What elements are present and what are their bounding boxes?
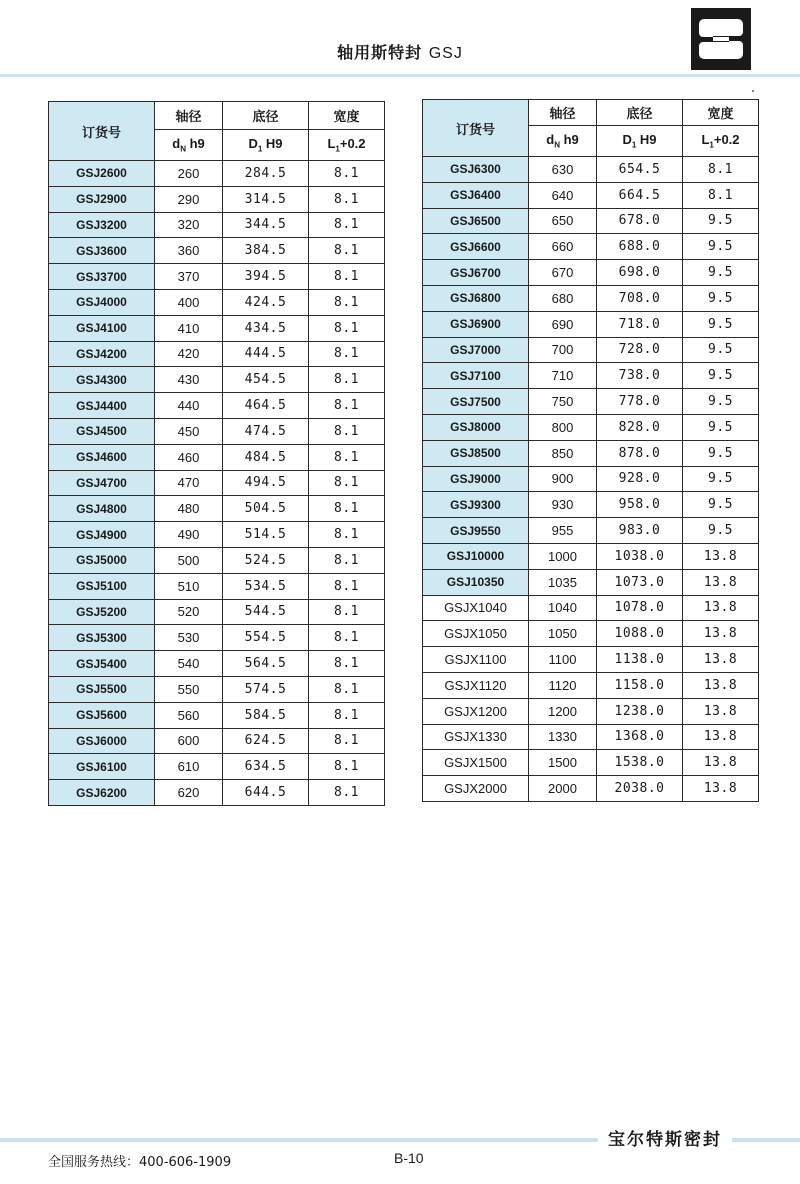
order-code: GSJX1100 xyxy=(423,647,529,673)
shaft-diameter: 290 xyxy=(155,186,223,212)
order-code: GSJ5400 xyxy=(49,651,155,677)
seal-width: 9.5 xyxy=(683,311,759,337)
bore-diameter: 534.5 xyxy=(223,573,309,599)
seal-width: 13.8 xyxy=(683,698,759,724)
seal-width: 13.8 xyxy=(683,595,759,621)
table-row xyxy=(49,418,385,444)
order-code: GSJ3200 xyxy=(49,212,155,238)
table-row xyxy=(49,470,385,496)
bore-diameter: 983.0 xyxy=(597,518,683,544)
order-code: GSJ10350 xyxy=(423,569,529,595)
bore-diameter: 454.5 xyxy=(223,367,309,393)
table-row xyxy=(423,260,759,286)
bore-diameter: 1368.0 xyxy=(597,724,683,750)
seal-width: 8.1 xyxy=(309,393,385,419)
order-code: GSJX1500 xyxy=(423,750,529,776)
seal-width: 8.1 xyxy=(309,289,385,315)
seal-width: 8.1 xyxy=(309,728,385,754)
seal-width: 9.5 xyxy=(683,518,759,544)
shaft-diameter: 1120 xyxy=(529,672,597,698)
seal-width: 8.1 xyxy=(683,157,759,183)
shaft-diameter: 1000 xyxy=(529,543,597,569)
seal-width: 8.1 xyxy=(309,367,385,393)
order-code: GSJ2600 xyxy=(49,161,155,187)
seal-width: 8.1 xyxy=(309,496,385,522)
order-code: GSJ6200 xyxy=(49,780,155,806)
order-code: GSJ4300 xyxy=(49,367,155,393)
table-row xyxy=(423,518,759,544)
table-row xyxy=(423,182,759,208)
order-code: GSJ6400 xyxy=(423,182,529,208)
header-shaft: 轴径 xyxy=(529,100,597,126)
page-title xyxy=(0,40,800,63)
shaft-diameter: 680 xyxy=(529,285,597,311)
table-row xyxy=(49,780,385,806)
header-bore-sub: $D_1$ H9 xyxy=(597,126,683,157)
order-code: GSJ5300 xyxy=(49,625,155,651)
shaft-diameter: 650 xyxy=(529,208,597,234)
order-code: GSJ6000 xyxy=(49,728,155,754)
shaft-diameter: 2000 xyxy=(529,776,597,802)
bore-diameter: 514.5 xyxy=(223,522,309,548)
seal-width: 8.1 xyxy=(309,754,385,780)
bore-diameter: 678.0 xyxy=(597,208,683,234)
order-code: GSJ4100 xyxy=(49,315,155,341)
order-code: GSJ7500 xyxy=(423,389,529,415)
order-code: GSJX1050 xyxy=(423,621,529,647)
seal-width: 9.5 xyxy=(683,260,759,286)
table-row xyxy=(49,393,385,419)
table-row xyxy=(49,212,385,238)
seal-profile-icon xyxy=(691,8,751,70)
seal-width: 8.1 xyxy=(309,599,385,625)
seal-width: 13.8 xyxy=(683,776,759,802)
order-code: GSJ6600 xyxy=(423,234,529,260)
table-row xyxy=(423,440,759,466)
table-row xyxy=(423,234,759,260)
shaft-diameter: 955 xyxy=(529,518,597,544)
page-title-code: GSJ xyxy=(428,45,463,62)
seal-width: 9.5 xyxy=(683,234,759,260)
shaft-diameter: 1100 xyxy=(529,647,597,673)
shaft-diameter: 520 xyxy=(155,599,223,625)
header-width: 宽度 xyxy=(309,102,385,130)
table-row xyxy=(49,651,385,677)
seal-width: 13.8 xyxy=(683,543,759,569)
order-code: GSJ4700 xyxy=(49,470,155,496)
table-row xyxy=(49,238,385,264)
order-code: GSJX1040 xyxy=(423,595,529,621)
header-width-sub: $L_1+0.2$ xyxy=(309,130,385,161)
header-order: 订货号 xyxy=(423,100,529,157)
bore-diameter: 688.0 xyxy=(597,234,683,260)
order-code: GSJ4800 xyxy=(49,496,155,522)
order-code: GSJ6700 xyxy=(423,260,529,286)
bore-diameter: 634.5 xyxy=(223,754,309,780)
order-code: GSJ2900 xyxy=(49,186,155,212)
seal-width: 8.1 xyxy=(309,573,385,599)
bore-diameter: 504.5 xyxy=(223,496,309,522)
shaft-diameter: 710 xyxy=(529,363,597,389)
seal-width: 8.1 xyxy=(309,212,385,238)
bore-diameter: 2038.0 xyxy=(597,776,683,802)
order-code: GSJ8000 xyxy=(423,414,529,440)
bore-diameter: 584.5 xyxy=(223,702,309,728)
order-code: GSJ3600 xyxy=(49,238,155,264)
table-row xyxy=(423,389,759,415)
table-row xyxy=(423,698,759,724)
shaft-diameter: 900 xyxy=(529,466,597,492)
seal-width: 8.1 xyxy=(683,182,759,208)
seal-width: 13.8 xyxy=(683,724,759,750)
seal-width: 9.5 xyxy=(683,440,759,466)
seal-width: 8.1 xyxy=(309,547,385,573)
seal-width: 9.5 xyxy=(683,492,759,518)
table-row xyxy=(49,161,385,187)
order-code: GSJ7100 xyxy=(423,363,529,389)
order-code: GSJX1330 xyxy=(423,724,529,750)
shaft-diameter: 620 xyxy=(155,780,223,806)
table-row xyxy=(423,672,759,698)
shaft-diameter: 260 xyxy=(155,161,223,187)
shaft-diameter: 700 xyxy=(529,337,597,363)
seal-width: 9.5 xyxy=(683,363,759,389)
table-row xyxy=(49,367,385,393)
bore-diameter: 284.5 xyxy=(223,161,309,187)
shaft-diameter: 550 xyxy=(155,676,223,702)
shaft-diameter: 640 xyxy=(529,182,597,208)
seal-width: 13.8 xyxy=(683,750,759,776)
seal-width: 8.1 xyxy=(309,444,385,470)
shaft-diameter: 360 xyxy=(155,238,223,264)
shaft-diameter: 470 xyxy=(155,470,223,496)
shaft-diameter: 850 xyxy=(529,440,597,466)
bore-diameter: 644.5 xyxy=(223,780,309,806)
order-code: GSJ6100 xyxy=(49,754,155,780)
bore-diameter: 958.0 xyxy=(597,492,683,518)
table-row xyxy=(49,522,385,548)
seal-width: 8.1 xyxy=(309,470,385,496)
table-row xyxy=(423,776,759,802)
table-row xyxy=(49,289,385,315)
spec-table-left xyxy=(48,101,385,806)
table-row xyxy=(423,621,759,647)
shaft-diameter: 1200 xyxy=(529,698,597,724)
seal-width: 8.1 xyxy=(309,341,385,367)
bore-diameter: 554.5 xyxy=(223,625,309,651)
shaft-diameter: 460 xyxy=(155,444,223,470)
shaft-diameter: 440 xyxy=(155,393,223,419)
bore-diameter: 624.5 xyxy=(223,728,309,754)
bore-diameter: 474.5 xyxy=(223,418,309,444)
order-code: GSJ4500 xyxy=(49,418,155,444)
bore-diameter: 1538.0 xyxy=(597,750,683,776)
header-rule xyxy=(0,74,800,77)
bore-diameter: 654.5 xyxy=(597,157,683,183)
table-row xyxy=(423,750,759,776)
seal-width: 13.8 xyxy=(683,569,759,595)
bore-diameter: 1073.0 xyxy=(597,569,683,595)
shaft-diameter: 540 xyxy=(155,651,223,677)
header-shaft-sub: $d_N$ h9 xyxy=(155,130,223,161)
order-code: GSJ4200 xyxy=(49,341,155,367)
seal-width: 9.5 xyxy=(683,337,759,363)
table-row xyxy=(49,728,385,754)
table-row xyxy=(423,285,759,311)
shaft-diameter: 370 xyxy=(155,264,223,290)
bore-diameter: 494.5 xyxy=(223,470,309,496)
seal-width: 9.5 xyxy=(683,285,759,311)
bore-diameter: 444.5 xyxy=(223,341,309,367)
header-shaft: 轴径 xyxy=(155,102,223,130)
table-row xyxy=(423,543,759,569)
width-tolerance: +0.2 xyxy=(713,132,740,148)
shaft-diameter: 410 xyxy=(155,315,223,341)
order-code: GSJ9000 xyxy=(423,466,529,492)
order-code: GSJ5100 xyxy=(49,573,155,599)
order-code: GSJ6300 xyxy=(423,157,529,183)
table-row xyxy=(423,311,759,337)
spec-table-left-body xyxy=(49,161,385,806)
seal-width: 8.1 xyxy=(309,651,385,677)
bore-diameter: 384.5 xyxy=(223,238,309,264)
bore-diameter: 778.0 xyxy=(597,389,683,415)
shaft-diameter: 800 xyxy=(529,414,597,440)
shaft-diameter: 430 xyxy=(155,367,223,393)
seal-width: 13.8 xyxy=(683,647,759,673)
table-row xyxy=(423,647,759,673)
spec-table-right xyxy=(422,99,759,802)
bore-diameter: 928.0 xyxy=(597,466,683,492)
shaft-diameter: 530 xyxy=(155,625,223,651)
seal-width: 9.5 xyxy=(683,414,759,440)
seal-width: 8.1 xyxy=(309,780,385,806)
seal-width: 8.1 xyxy=(309,676,385,702)
shaft-diameter: 1330 xyxy=(529,724,597,750)
order-code: GSJ10000 xyxy=(423,543,529,569)
seal-width: 13.8 xyxy=(683,672,759,698)
order-code: GSJ6500 xyxy=(423,208,529,234)
table-row xyxy=(423,595,759,621)
table-row xyxy=(423,414,759,440)
bore-diameter: 878.0 xyxy=(597,440,683,466)
table-row xyxy=(423,466,759,492)
shaft-diameter: 320 xyxy=(155,212,223,238)
bore-diameter: 394.5 xyxy=(223,264,309,290)
bore-diameter: 434.5 xyxy=(223,315,309,341)
order-code: GSJ7000 xyxy=(423,337,529,363)
shaft-diameter: 630 xyxy=(529,157,597,183)
shaft-diameter: 1040 xyxy=(529,595,597,621)
table-row xyxy=(423,208,759,234)
table-row xyxy=(49,547,385,573)
shaft-diameter: 400 xyxy=(155,289,223,315)
bore-diameter: 424.5 xyxy=(223,289,309,315)
shaft-diameter: 500 xyxy=(155,547,223,573)
bore-diameter: 1088.0 xyxy=(597,621,683,647)
shaft-diameter: 560 xyxy=(155,702,223,728)
header-width-sub: $L_1+0.2$ xyxy=(683,126,759,157)
bore-diameter: 1238.0 xyxy=(597,698,683,724)
brand-name: 宝尔特斯密封 xyxy=(598,1125,732,1150)
shaft-diameter: 1035 xyxy=(529,569,597,595)
order-code: GSJ5500 xyxy=(49,676,155,702)
seal-width: 8.1 xyxy=(309,418,385,444)
bore-diameter: 718.0 xyxy=(597,311,683,337)
bore-tolerance: H9 xyxy=(265,136,283,152)
header-bore: 底径 xyxy=(597,100,683,126)
order-code: GSJ5600 xyxy=(49,702,155,728)
header-width: 宽度 xyxy=(683,100,759,126)
bore-diameter: 344.5 xyxy=(223,212,309,238)
bore-diameter: 314.5 xyxy=(223,186,309,212)
header-shaft-sub: $d_N$ h9 xyxy=(529,126,597,157)
shaft-tolerance: h9 xyxy=(563,132,579,148)
seal-width: 9.5 xyxy=(683,466,759,492)
seal-width: 9.5 xyxy=(683,208,759,234)
spec-table-right-body xyxy=(423,157,759,802)
bore-diameter: 828.0 xyxy=(597,414,683,440)
bore-tolerance: H9 xyxy=(639,132,657,148)
table-row xyxy=(49,186,385,212)
table-row xyxy=(49,315,385,341)
shaft-diameter: 450 xyxy=(155,418,223,444)
order-code: GSJ4000 xyxy=(49,289,155,315)
shaft-diameter: 480 xyxy=(155,496,223,522)
table-row xyxy=(49,625,385,651)
table-row xyxy=(423,363,759,389)
shaft-diameter: 670 xyxy=(529,260,597,286)
decorative-dot xyxy=(752,90,754,92)
table-row xyxy=(423,492,759,518)
seal-width: 8.1 xyxy=(309,238,385,264)
order-code: GSJ5200 xyxy=(49,599,155,625)
order-code: GSJ9550 xyxy=(423,518,529,544)
bore-diameter: 564.5 xyxy=(223,651,309,677)
order-code: GSJ9300 xyxy=(423,492,529,518)
seal-width: 8.1 xyxy=(309,264,385,290)
shaft-diameter: 1500 xyxy=(529,750,597,776)
page-number: B-10 xyxy=(394,1150,424,1166)
header-bore-sub: $D_1$ H9 xyxy=(223,130,309,161)
order-code: GSJX1120 xyxy=(423,672,529,698)
service-hotline: 全国服务热线：400-606-1909 xyxy=(48,1155,232,1170)
bore-diameter: 1078.0 xyxy=(597,595,683,621)
page-title-text: 轴用斯特封 xyxy=(337,43,423,62)
table-row xyxy=(423,337,759,363)
seal-width: 8.1 xyxy=(309,315,385,341)
header-order: 订货号 xyxy=(49,102,155,161)
table-row xyxy=(49,341,385,367)
order-code: GSJ6800 xyxy=(423,285,529,311)
bore-diameter: 664.5 xyxy=(597,182,683,208)
seal-width: 9.5 xyxy=(683,389,759,415)
header-bore: 底径 xyxy=(223,102,309,130)
seal-width: 13.8 xyxy=(683,621,759,647)
shaft-diameter: 930 xyxy=(529,492,597,518)
width-tolerance: +0.2 xyxy=(339,136,366,152)
bore-diameter: 464.5 xyxy=(223,393,309,419)
order-code: GSJ8500 xyxy=(423,440,529,466)
bore-diameter: 738.0 xyxy=(597,363,683,389)
seal-width: 8.1 xyxy=(309,161,385,187)
order-code: GSJ5000 xyxy=(49,547,155,573)
table-row xyxy=(423,157,759,183)
bore-diameter: 484.5 xyxy=(223,444,309,470)
shaft-diameter: 1050 xyxy=(529,621,597,647)
shaft-diameter: 660 xyxy=(529,234,597,260)
table-row xyxy=(49,599,385,625)
shaft-diameter: 510 xyxy=(155,573,223,599)
table-row xyxy=(49,702,385,728)
order-code: GSJ4900 xyxy=(49,522,155,548)
order-code: GSJ3700 xyxy=(49,264,155,290)
bore-diameter: 1038.0 xyxy=(597,543,683,569)
table-row xyxy=(49,754,385,780)
table-row xyxy=(423,569,759,595)
shaft-diameter: 690 xyxy=(529,311,597,337)
seal-width: 8.1 xyxy=(309,186,385,212)
order-code: GSJ6900 xyxy=(423,311,529,337)
table-row xyxy=(423,724,759,750)
seal-width: 8.1 xyxy=(309,625,385,651)
bore-diameter: 544.5 xyxy=(223,599,309,625)
shaft-diameter: 600 xyxy=(155,728,223,754)
order-code: GSJX1200 xyxy=(423,698,529,724)
shaft-tolerance: h9 xyxy=(189,136,205,152)
table-row xyxy=(49,676,385,702)
seal-width: 8.1 xyxy=(309,522,385,548)
shaft-diameter: 610 xyxy=(155,754,223,780)
bore-diameter: 708.0 xyxy=(597,285,683,311)
bore-diameter: 698.0 xyxy=(597,260,683,286)
order-code: GSJX2000 xyxy=(423,776,529,802)
order-code: GSJ4400 xyxy=(49,393,155,419)
bore-diameter: 1138.0 xyxy=(597,647,683,673)
bore-diameter: 524.5 xyxy=(223,547,309,573)
bore-diameter: 728.0 xyxy=(597,337,683,363)
bore-diameter: 574.5 xyxy=(223,676,309,702)
shaft-diameter: 750 xyxy=(529,389,597,415)
shaft-diameter: 420 xyxy=(155,341,223,367)
table-row xyxy=(49,264,385,290)
table-row xyxy=(49,573,385,599)
order-code: GSJ4600 xyxy=(49,444,155,470)
bore-diameter: 1158.0 xyxy=(597,672,683,698)
table-row xyxy=(49,496,385,522)
shaft-diameter: 490 xyxy=(155,522,223,548)
table-row xyxy=(49,444,385,470)
seal-width: 8.1 xyxy=(309,702,385,728)
